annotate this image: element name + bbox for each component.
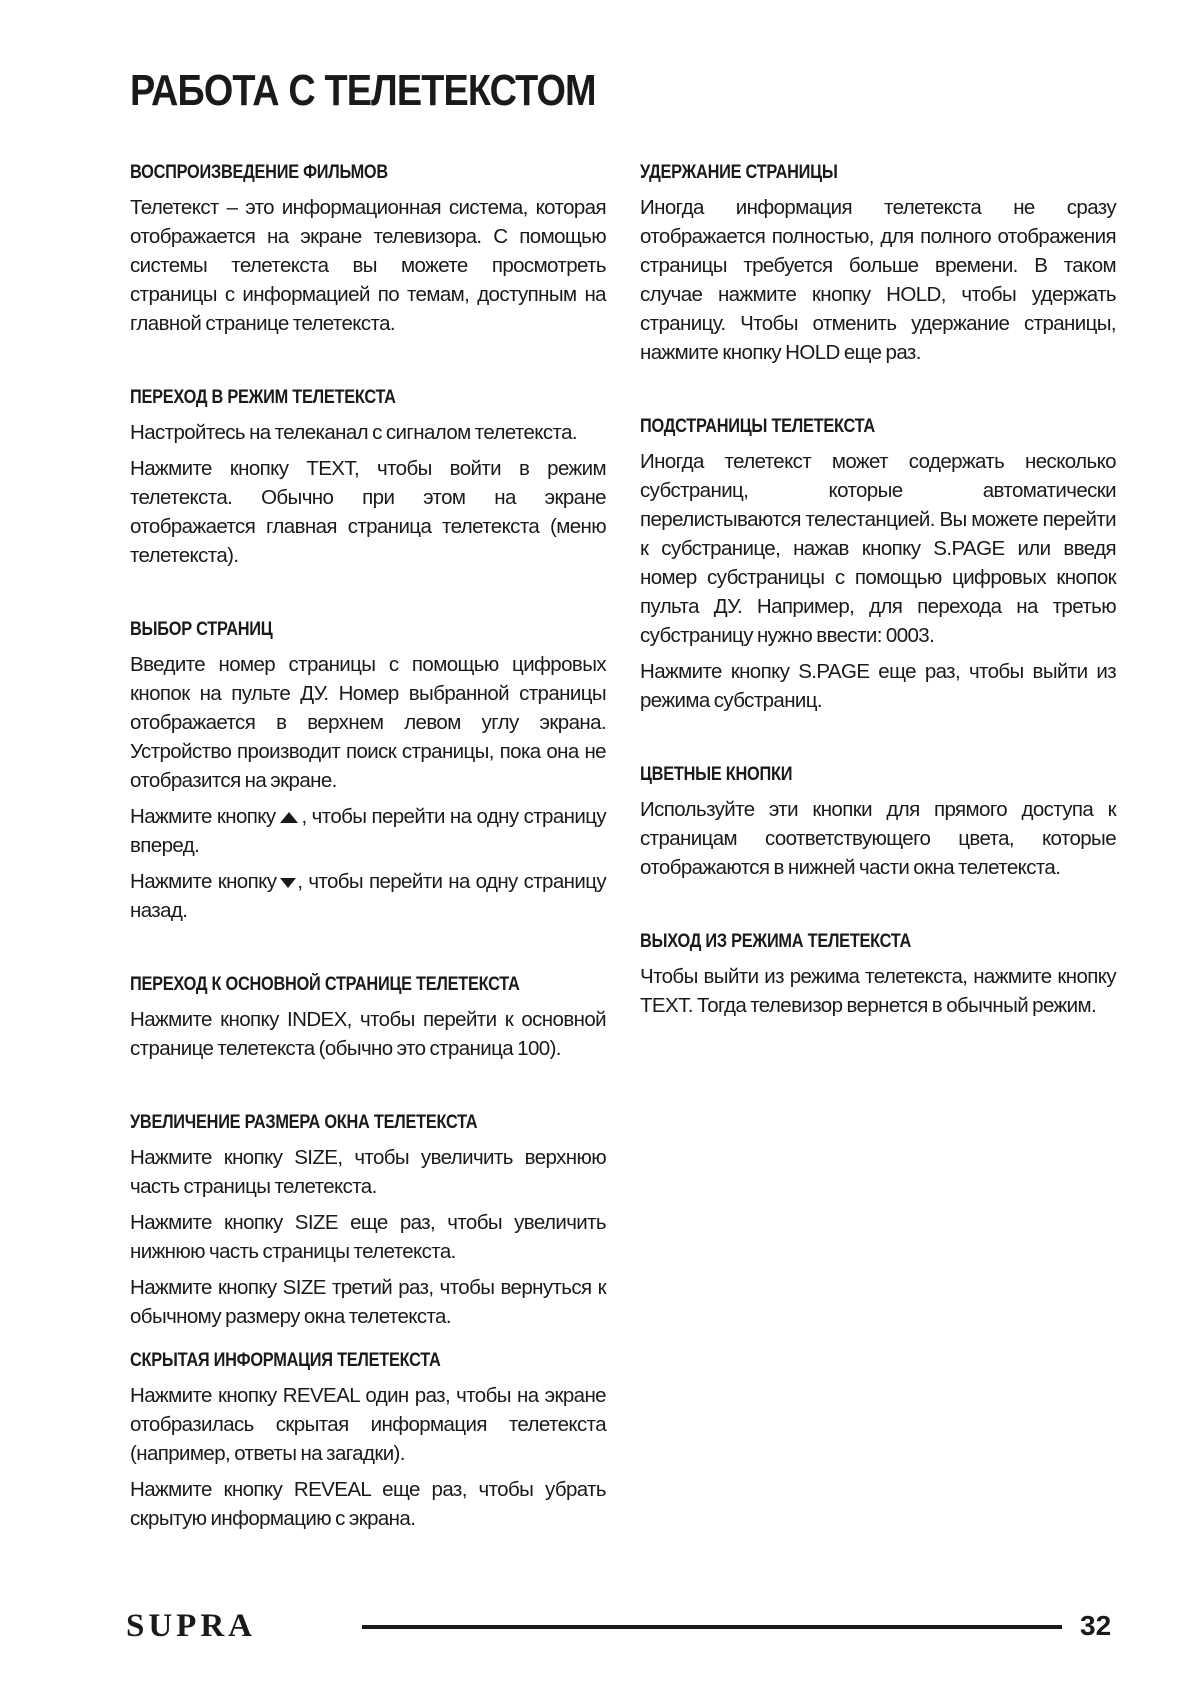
section-heading: УВЕЛИЧЕНИЕ РАЗМЕРА ОКНА ТЕЛЕТЕКСТА [130,1112,478,1133]
section-heading: ПЕРЕХОД К ОСНОВНОЙ СТРАНИЦЕ ТЕЛЕТЕКСТА [130,974,520,995]
text: , чтобы перейти на одну страницу назад. [130,870,607,922]
paragraph: Нажмите кнопку SIZE еще раз, чтобы увеличить нижнюю часть страницы телетекста. [130,1211,606,1263]
section-movie-playback [130,162,606,338]
section-heading: ПОДСТРАНИЦЫ ТЕЛЕТЕКСТА [640,416,875,437]
section-window-size [130,1112,606,1331]
paragraph: Нажмите кнопку INDEX, чтобы перейти к основной странице телетекста (обычно это страница 100). [130,1008,606,1060]
section-heading: ПЕРЕХОД В РЕЖИМ ТЕЛЕТЕКСТА [130,387,396,408]
section-main-page [130,974,606,1063]
paragraph: Используйте эти кнопки для прямого доступа к страницам соответствующего цвета, которые отображаются в нижней части окна телетекста. [640,798,1116,879]
footer-rule [362,1625,1062,1629]
text: , чтобы перейти на одну страницу вперед. [130,805,607,857]
section-heading: ВОСПРОИЗВЕДЕНИЕ ФИЛЬМОВ [130,162,388,183]
page-title: РАБОТА С ТЕЛЕТЕКСТОМ [130,66,596,115]
text: Нажмите кнопку [130,870,277,893]
section-exit-teletext [640,931,1116,1020]
section-hidden-info [130,1350,606,1533]
section-heading: ЦВЕТНЫЕ КНОПКИ [640,764,793,785]
left-column [130,162,606,1540]
section-heading: СКРЫТАЯ ИНФОРМАЦИЯ ТЕЛЕТЕКСТА [130,1350,441,1371]
paragraph: Настройтесь на телеканал с сигналом телетекста. [130,421,577,444]
paragraph: Нажмите кнопку S.PAGE еще раз, чтобы выйти из режима субстраниц. [640,660,1116,712]
paragraph: Телетекст – это информационная система, которая отображается на экране телевизора. С помощью системы телетекста вы можете просмотреть страницы с информацией по темам, доступным на главной странице телетекста. [130,196,606,335]
paragraph: Чтобы выйти из режима телетекста, нажмите кнопку TEXT. Тогда телевизор вернется в обычный режим. [640,965,1116,1017]
paragraph: Нажмите кнопку TEXT, чтобы войти в режим телетекста. Обычно при этом на экране отображается главная страница телетекста (меню телетекста). [130,457,606,567]
section-page-select [130,619,606,925]
paragraph-page-up [130,802,606,860]
paragraph-page-down [130,867,606,925]
text: Нажмите кнопку [130,805,276,828]
page-number: 32 [1080,1610,1112,1641]
paragraph: Нажмите кнопку REVEAL один раз, чтобы на экране отобразилась скрытая информация телетекста (например, ответы на загадки). [130,1384,606,1465]
arrow-down-icon [280,878,296,888]
right-column [640,162,1116,1027]
section-color-buttons [640,764,1116,882]
paragraph: Иногда телетекст может содержать несколько субстраниц, которые автоматически перелистываются телестанцией. Вы можете перейти к субстранице, нажав кнопку S.PAGE или введя номер субстраницы с помощью цифровых кнопок пульта ДУ. Например, для перехода на третью субстраницу нужно ввести: 0003. [640,450,1116,647]
paragraph: Нажмите кнопку SIZE третий раз, чтобы вернуться к обычному размеру окна телетекста. [130,1276,606,1328]
section-heading: УДЕРЖАНИЕ СТРАНИЦЫ [640,162,838,183]
section-subpages [640,416,1116,715]
paragraph: Нажмите кнопку SIZE, чтобы увеличить верхнюю часть страницы телетекста. [130,1146,606,1198]
brand-logo: SUPRA [126,1608,257,1644]
section-enter-teletext [130,387,606,570]
arrow-up-icon [280,812,298,823]
paragraph: Введите номер страницы с помощью цифровых кнопок на пульте ДУ. Номер выбранной страницы отображается в верхнем левом углу экрана. Устройство производит поиск страницы, пока она не отобразится на экране. [130,653,606,792]
paragraph: Иногда информация телетекста не сразу отображается полностью, для полного отображения страницы требуется больше времени. В таком случае нажмите кнопку HOLD, чтобы удержать страницу. Чтобы отменить удержание страницы, нажмите кнопку HOLD еще раз. [640,196,1116,364]
section-heading: ВЫХОД ИЗ РЕЖИМА ТЕЛЕТЕКСТА [640,931,912,952]
section-hold-page [640,162,1116,367]
page-footer [0,1600,1190,1650]
paragraph: Нажмите кнопку REVEAL еще раз, чтобы убрать скрытую информацию с экрана. [130,1478,606,1530]
section-heading: ВЫБОР СТРАНИЦ [130,619,273,640]
